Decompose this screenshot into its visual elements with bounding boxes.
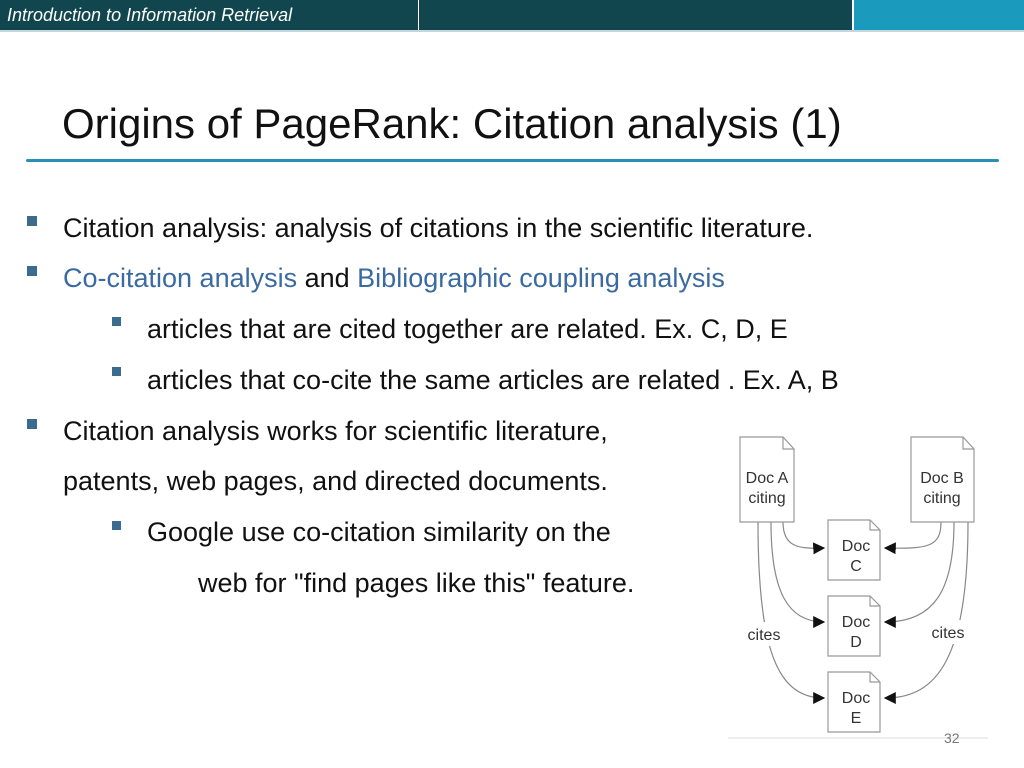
doc-a-label: Doc A [745,470,789,487]
doc-d-label: Doc [841,614,871,631]
bullet-marker-icon [27,216,37,226]
sub-bullet-marker-icon [112,367,121,376]
cites-arrow-b-d [885,522,954,622]
sub-bullet-marker-icon [112,317,121,326]
doc-e-icon [828,672,880,732]
bullet-2-connector: and [297,263,358,293]
bullet-3-line-1: Citation analysis works for scientific literature, [63,416,608,446]
bullet-2 [63,263,725,294]
sub-bullet-co-cite: articles that co-cite the same articles are related . Ex. A, B [147,365,839,395]
doc-e-letter: E [850,710,862,727]
bullet-1: Citation analysis: analysis of citations in the scientific literature. [63,213,814,243]
bullet-marker-icon [27,419,37,429]
doc-a-icon [740,437,794,522]
header-segment-accent [854,0,1024,32]
doc-b-icon [911,437,974,522]
cites-arrow-a-d [771,522,824,622]
cites-arrow-b-c [885,522,941,548]
doc-d-letter: D [850,634,862,651]
sub-bullet-google-line-2: web for "find pages like this" feature. [198,568,635,598]
sub-bullet-google-line-1: Google use co-citation similarity on the [147,517,611,547]
bullet-3-line-2: patents, web pages, and directed documents. [63,466,608,496]
bibliographic-coupling-term: Bibliographic coupling analysis [357,263,725,293]
cites-label-left: cites [747,627,781,644]
co-citation-term: Co-citation analysis [63,263,298,293]
cites-label-right: cites [931,625,965,642]
doc-c-letter: C [850,558,862,575]
slide-title: Origins of PageRank: Citation analysis (1) [62,100,842,147]
doc-d-icon [828,596,880,656]
doc-e-label: Doc [841,690,871,707]
bullet-marker-icon [27,266,37,276]
header-bar [0,0,1024,32]
doc-c-label: Doc [841,538,871,555]
doc-b-sublabel: citing [923,490,961,507]
page-number: 32 [944,730,960,746]
header-underline [0,30,1024,32]
cites-arrow-a-c [783,522,824,548]
doc-b-label: Doc B [920,470,964,487]
title-divider [26,159,999,162]
doc-c-icon [828,520,880,580]
doc-a-sublabel: citing [748,490,786,507]
sub-bullet-cited-together: articles that are cited together are related. Ex. C, D, E [147,314,788,344]
course-title: Introduction to Information Retrieval [7,5,293,25]
citation-diagram [728,432,1008,742]
sub-bullet-marker-icon [112,521,121,530]
header-segment-middle [419,0,852,32]
